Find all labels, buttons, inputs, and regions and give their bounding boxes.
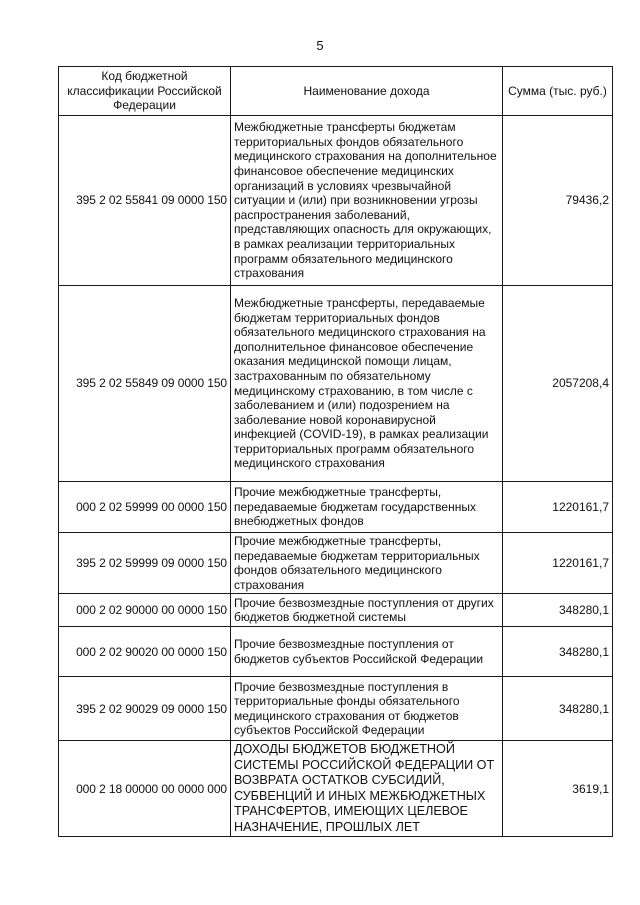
row-name: Межбюджетные трансферты бюджетам территориальных фондов обязательного медицинского страхования на дополнительное финансовое обеспечение медицинских организаций в условиях чрезвычайной ситуации и (или) при возникновении угрозы распространения заболеваний, представляющих опасность для окружающих, в рамках реализации территориальных программ обязательного медицинского страхования [231,116,503,286]
row-name: Межбюджетные трансферты, передаваемые бюджетам территориальных фондов обязательного медицинского страхования на дополнительное финансовое обеспечение оказания медицинской помощи лицам, застрахованным по обязательному медицинскому страхованию, в том числе с заболеванием и (или) подозрением на заболевание новой коронавирусной инфекцией (COVID-19), в рамках реализации территориальных программ обязательного медицинского страхования [231,286,503,482]
row-code: 395 2 02 55849 09 0000 150 [59,286,231,482]
row-sum: 1220161,7 [503,482,613,533]
table-row [59,741,613,837]
revenue-table [58,66,613,837]
row-name: Прочие безвозмездные поступления от бюджетов субъектов Российской Федерации [231,627,503,677]
row-sum: 348280,1 [503,677,613,741]
row-code: 000 2 02 59999 00 0000 150 [59,482,231,533]
row-sum: 1220161,7 [503,533,613,594]
row-code: 395 2 02 90029 09 0000 150 [59,677,231,741]
row-sum: 3619,1 [503,741,613,837]
table-header-row [59,67,613,116]
row-sum: 2057208,4 [503,286,613,482]
row-sum: 79436,2 [503,116,613,286]
header-code: Код бюджетной классификации Российской Федерации [59,67,231,116]
row-code: 000 2 02 90020 00 0000 150 [59,627,231,677]
table-row [59,677,613,741]
table-row [59,116,613,286]
row-name: ДОХОДЫ БЮДЖЕТОВ БЮДЖЕТНОЙ СИСТЕМЫ РОССИЙСКОЙ ФЕДЕРАЦИИ ОТ ВОЗВРАТА ОСТАТКОВ СУБСИДИЙ, СУБВЕНЦИЙ И ИНЫХ МЕЖБЮДЖЕТНЫХ ТРАНСФЕРТОВ, ИМЕЮЩИХ ЦЕЛЕВОЕ НАЗНАЧЕНИЕ, ПРОШЛЫХ ЛЕТ [231,741,503,837]
table-row [59,286,613,482]
row-sum: 348280,1 [503,594,613,627]
row-code: 000 2 02 90000 00 0000 150 [59,594,231,627]
header-name: Наименование дохода [231,67,503,116]
row-sum: 348280,1 [503,627,613,677]
header-sum: Сумма (тыс. руб.) [503,67,613,116]
row-code: 395 2 02 59999 09 0000 150 [59,533,231,594]
row-name: Прочие межбюджетные трансферты, передаваемые бюджетам территориальных фондов обязательного медицинского страхования [231,533,503,594]
row-name: Прочие безвозмездные поступления в территориальные фонды обязательного медицинского страхования от бюджетов субъектов Российской Федерации [231,677,503,741]
table-row [59,533,613,594]
row-name: Прочие межбюджетные трансферты, передаваемые бюджетам государственных внебюджетных фондов [231,482,503,533]
row-name: Прочие безвозмездные поступления от других бюджетов бюджетной системы [231,594,503,627]
table-row [59,627,613,677]
table-row [59,594,613,627]
row-code: 395 2 02 55841 09 0000 150 [59,116,231,286]
row-code: 000 2 18 00000 00 0000 000 [59,741,231,837]
page-number: 5 [316,38,324,53]
table-row [59,482,613,533]
